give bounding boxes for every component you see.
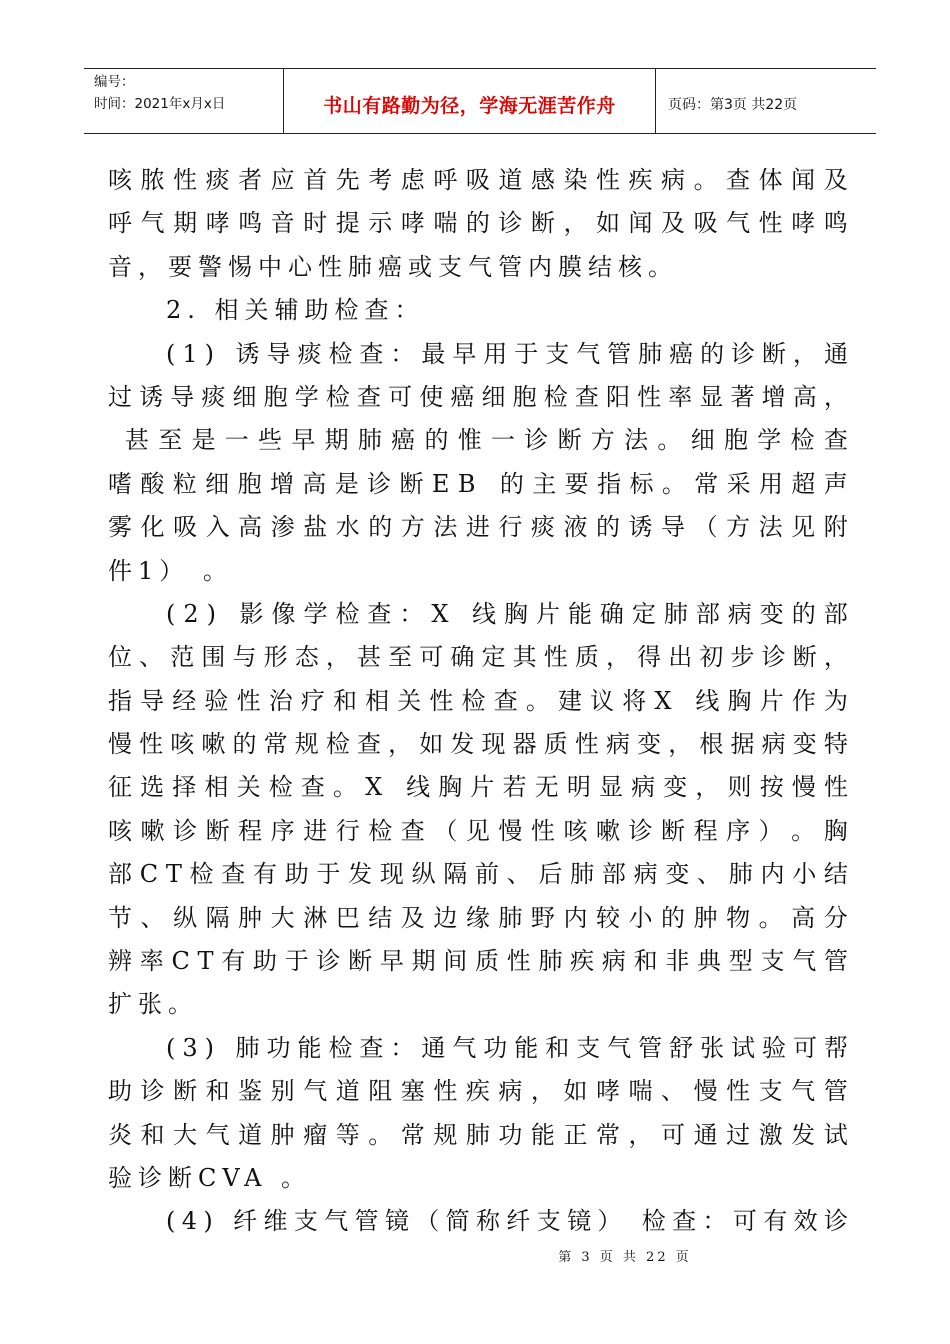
body-text-line: ( 3 ) 肺 功 能 检 查 ： 通 气 功 能 和 支 气 管 舒 张 试 验 可 帮 bbox=[166, 1033, 848, 1062]
body-text-line: 位 、 范 围 与 形 态 ， 甚 至 可 确 定 其 性 质 ， 得 出 初 步 诊 断 ， bbox=[108, 643, 848, 672]
document-header bbox=[84, 68, 876, 134]
body-text-line: 部 C T 检 查 有 助 于 发 现 纵 隔 前 、 后 肺 部 病 变 、 肺 内 小 结 bbox=[108, 860, 848, 889]
header-page-info: 页码：第3页 共22页 bbox=[668, 97, 798, 113]
document-number-label: 编号： bbox=[94, 74, 135, 90]
body-text-line: 音，要警惕中心性肺癌或支气管内膜结核。 bbox=[108, 252, 678, 281]
body-text-line: 辨 率 C T 有 助 于 诊 断 早 期 间 质 性 肺 疾 病 和 非 典 型 支 气 管 bbox=[108, 947, 848, 976]
document-body bbox=[108, 159, 848, 1244]
body-text-line: 炎 和 大 气 道 肿 瘤 等 。 常 规 肺 功 能 正 常 ， 可 通 过 激 发 试 bbox=[108, 1120, 848, 1149]
body-text-line: 过 诱 导 痰 细 胞 学 检 查 可 使 癌 细 胞 检 查 阳 性 率 显 著 增 高 ， bbox=[108, 382, 848, 411]
body-text-line: 助 诊 断 和 鉴 别 气 道 阻 塞 性 疾 病 ， 如 哮 喘 、 慢 性 支 气 管 bbox=[108, 1077, 848, 1106]
body-text-line: 扩张。 bbox=[108, 990, 198, 1019]
body-text-line: ( 4 ) 纤 维 支 气 管 镜 （ 简 称 纤 支 镜 ） 检 查 ： 可 有 效 诊 bbox=[166, 1207, 848, 1236]
body-text-line: 2. 相关辅助检查： bbox=[166, 296, 425, 325]
body-text-line: 节 、 纵 隔 肿 大 淋 巴 结 及 边 缘 肺 野 内 较 小 的 肿 物 。 高 分 bbox=[108, 903, 848, 932]
page-footer: 第 3 页 共 22 页 bbox=[558, 1250, 692, 1265]
document-time-label: 时间：2021年x月x日 bbox=[94, 96, 226, 112]
body-text-line: 呼 气 期 哮 鸣 音 时 提 示 哮 喘 的 诊 断 ， 如 闻 及 吸 气 性 哮 鸣 bbox=[108, 209, 848, 238]
header-meta-cell bbox=[84, 69, 284, 133]
header-motto: 书山有路勤为径，学海无涯苦作舟 bbox=[284, 69, 656, 133]
body-text-line: 雾 化 吸 入 高 渗 盐 水 的 方 法 进 行 痰 液 的 诱 导 （ 方 法 见 附 bbox=[108, 513, 848, 542]
body-text-line: 嗜 酸 粒 细 胞 增 高 是 诊 断 E B 的 主 要 指 标 。 常 采 用 超 声 bbox=[108, 469, 848, 498]
body-text-line: 指 导 经 验 性 治 疗 和 相 关 性 检 查 。 建 议 将 X 线 胸 片 作 为 bbox=[108, 686, 848, 715]
body-text-line: 咳 嗽 诊 断 程 序 进 行 检 查 （ 见 慢 性 咳 嗽 诊 断 程 序 ） 。 胸 bbox=[108, 816, 848, 845]
body-text-line: 甚 至 是 一 些 早 期 肺 癌 的 惟 一 诊 断 方 法 。 细 胞 学 检 查 bbox=[124, 426, 848, 455]
body-text-line: ( 1 ) 诱 导 痰 检 查 ： 最 早 用 于 支 气 管 肺 癌 的 诊 断 ， 通 bbox=[166, 339, 848, 368]
body-text-line: 征 选 择 相 关 检 查 。 X 线 胸 片 若 无 明 显 病 变 ， 则 按 慢 性 bbox=[108, 773, 848, 802]
body-text-line: ( 2 ) 影 像 学 检 查 ： X 线 胸 片 能 确 定 肺 部 病 变 的 部 bbox=[166, 599, 848, 628]
body-text-line: 咳 脓 性 痰 者 应 首 先 考 虑 呼 吸 道 感 染 性 疾 病 。 查 体 闻 及 bbox=[108, 166, 848, 194]
body-text-line: 件1） 。 bbox=[108, 556, 233, 585]
body-text-line: 验诊断CVA 。 bbox=[108, 1163, 312, 1192]
body-text-line: 慢 性 咳 嗽 的 常 规 检 查 ， 如 发 现 器 质 性 病 变 ， 根 据 病 变 特 bbox=[108, 730, 848, 759]
